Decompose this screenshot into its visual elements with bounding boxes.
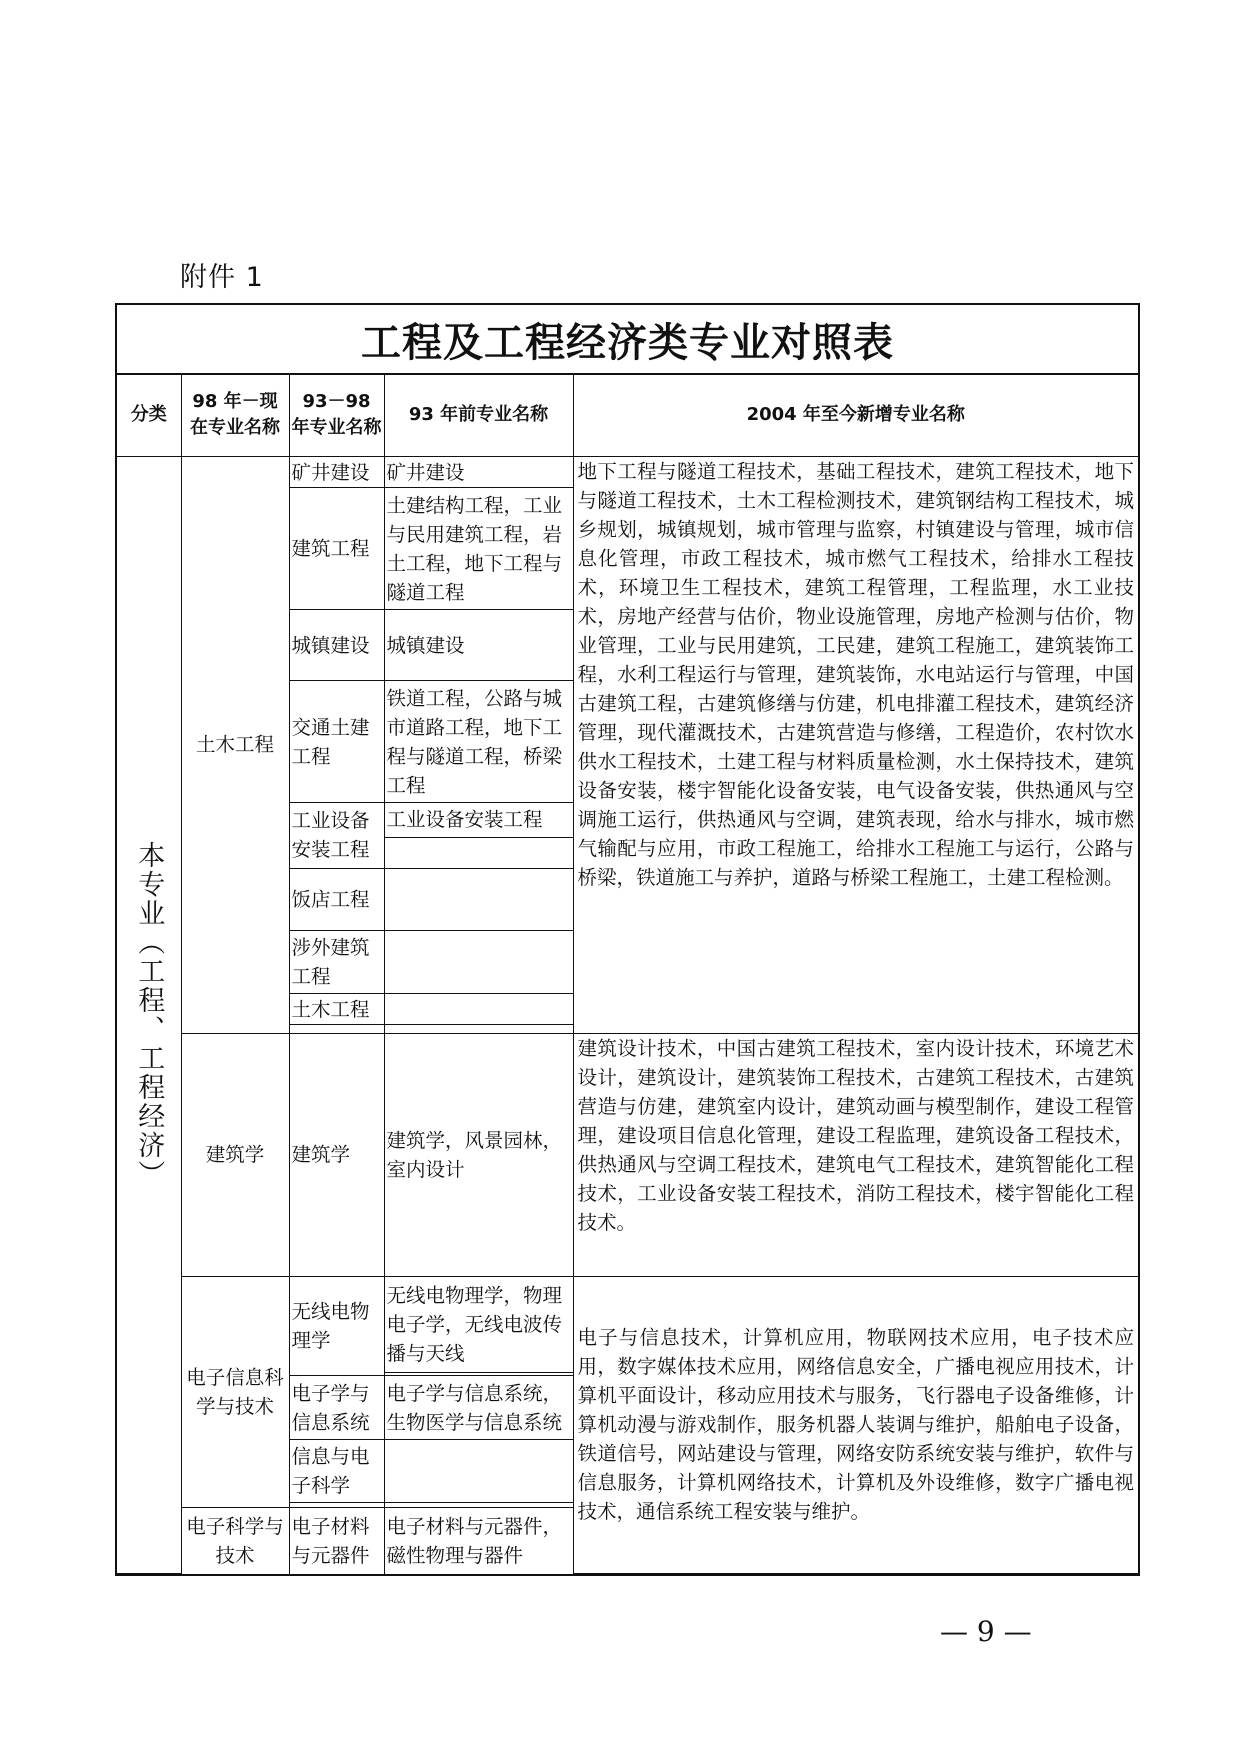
header-new-2004-major: 2004 年至今新增专业名称 [573,375,1138,456]
header-row [117,375,1138,456]
header-category: 分类 [117,375,181,456]
pre93-major-cell: 工业设备安装工程 [384,803,573,837]
pre93-major-empty-cell [384,837,573,868]
header-current-major: 98 年－现在专业名称 [181,375,289,456]
table-row [117,456,1138,487]
pre93-major-cell: 无线电物理学，物理电子学，无线电波传播与天线 [384,1276,573,1372]
pre93-major-cell: 电子材料与元器件，磁性物理与器件 [384,1508,573,1574]
pre93-major-empty-cell [384,1025,573,1033]
table-row [117,1276,1138,1372]
y93-98-major-cell: 涉外建筑工程 [289,931,384,994]
y93-98-major-cell: 电子学与信息系统 [289,1375,384,1440]
document-title: 工程及工程经济类专业对照表 [117,305,1138,375]
current-major-electronic-info: 电子信息科学与技术 [181,1276,289,1508]
category-label: 本专业（工程、工程经济） [133,840,165,1189]
current-major-electronic-science: 电子科学与技术 [181,1508,289,1574]
header-93-98-major: 93－98 年专业名称 [289,375,384,456]
y93-98-major-empty-cell [289,1025,384,1033]
pre93-major-cell: 电子学与信息系统，生物医学与信息系统 [384,1375,573,1440]
pre93-major-cell [384,868,573,931]
pre93-major-cell [384,1440,573,1503]
y93-98-major-cell: 无线电物理学 [289,1276,384,1375]
y93-98-major-cell: 土木工程 [289,993,384,1024]
header-pre93-major: 93 年前专业名称 [384,375,573,456]
y93-98-major-cell: 工业设备安装工程 [289,803,384,869]
pre93-major-cell [384,993,573,1024]
y93-98-major-cell: 城镇建设 [289,610,384,681]
y93-98-major-cell: 电子材料与元器件 [289,1508,384,1574]
pre93-major-cell [384,931,573,994]
y93-98-major-cell: 信息与电子科学 [289,1440,384,1503]
new-2004-majors-architecture: 建筑设计技术，中国古建筑工程技术，室内设计技术，环境艺术设计，建筑设计，建筑装饰工程技术，古建筑工程技术，古建筑营造与仿建，建筑室内设计，建筑动画与模型制作，建设工程管理，建设项目信息化管理，建设工程监理，建筑设备工程技术，供热通风与空调工程技术，建筑电气工程技术，建筑智能化工程技术，工业设备安装工程技术，消防工程技术，楼宇智能化工程技术。 [573,1033,1138,1276]
major-comparison-table [117,375,1138,1574]
table-row [117,1033,1138,1276]
pre93-major-cell: 铁道工程，公路与城市道路工程，地下工程与隧道工程，桥梁工程 [384,681,573,803]
y93-98-major-cell: 建筑学 [289,1033,384,1276]
pre93-major-cell: 土建结构工程，工业与民用建筑工程，岩土工程，地下工程与隧道工程 [384,488,573,610]
current-major-civil: 土木工程 [181,456,289,1033]
comparison-table-frame [115,303,1140,1576]
new-2004-majors-civil: 地下工程与隧道工程技术，基础工程技术，建筑工程技术，地下与隧道工程技术，土木工程检测技术，建筑钢结构工程技术，城乡规划，城镇规划，城市管理与监察，村镇建设与管理，城市信息化管理，市政工程技术，城市燃气工程技术，给排水工程技术，环境卫生工程技术，建筑工程管理，工程监理，水工业技术，房地产经营与估价，物业设施管理，房地产检测与估价，物业管理，工业与民用建筑，工民建，建筑工程施工，建筑装饰工程，水利工程运行与管理，建筑装饰，水电站运行与管理，中国古建筑工程，古建筑修缮与仿建，机电排灌工程技术，建筑经济管理，现代灌溉技术，古建筑营造与修缮，工程造价，农村饮水供水工程技术，土建工程与材料质量检测，水土保持技术，建筑设备安装，楼宇智能化设备安装，电气设备安装，供热通风与空调施工运行，供热通风与空调，建筑表现，给水与排水，城市燃气输配与应用，市政工程施工，给排水工程施工与运行，公路与桥梁，铁道施工与养护，道路与桥梁工程施工，土建工程检测。 [573,456,1138,1033]
pre93-major-cell: 矿井建设 [384,456,573,487]
y93-98-major-cell: 矿井建设 [289,456,384,487]
y93-98-major-cell: 饭店工程 [289,868,384,931]
pre93-major-cell: 城镇建设 [384,610,573,681]
new-2004-majors-electronic: 电子与信息技术，计算机应用，物联网技术应用，电子技术应用，数字媒体技术应用，网络信息安全，广播电视应用技术，计算机平面设计，移动应用技术与服务，飞行器电子设备维修，计算机动漫与游戏制作，服务机器人装调与维护，船舶电子设备，铁道信号，网站建设与管理，网络安防系统安装与维护，软件与信息服务，计算机网络技术，计算机及外设维修，数字广播电视技术，通信系统工程安装与维护。 [573,1276,1138,1573]
y93-98-major-cell: 建筑工程 [289,488,384,610]
y93-98-major-cell: 交通土建工程 [289,681,384,803]
attachment-label: 附件 1 [180,262,264,293]
category-cell [117,456,181,1573]
page-number: — 9 — [940,1615,1032,1648]
current-major-architecture: 建筑学 [181,1033,289,1276]
pre93-major-cell: 建筑学，风景园林，室内设计 [384,1033,573,1276]
